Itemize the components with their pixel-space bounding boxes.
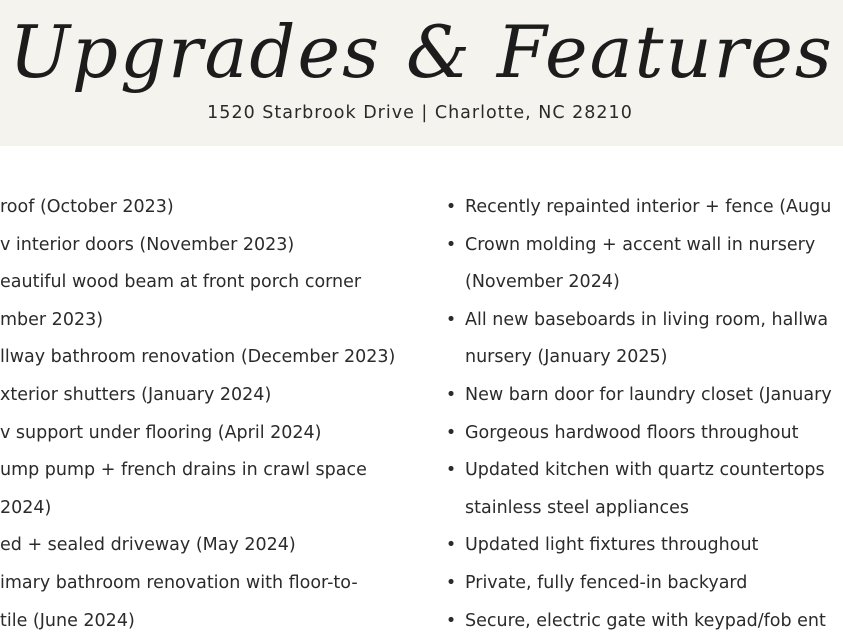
list-item <box>0 565 430 603</box>
bullet-icon: • <box>445 309 457 330</box>
bullet-icon: • <box>445 535 457 556</box>
list-item <box>440 227 843 265</box>
list-item <box>0 527 430 565</box>
bullet-icon: • <box>445 422 457 443</box>
list-item-text: llway bathroom renovation (December 2023) <box>0 347 396 368</box>
list-item-text: Recently repainted interior + fence (Augu <box>465 197 832 217</box>
list-item <box>440 339 843 377</box>
list-item-text: nursery (January 2025) <box>465 347 668 368</box>
bullet-icon: • <box>445 460 457 481</box>
left-feature-list <box>0 189 430 640</box>
list-item-text: ed + sealed driveway (May 2024) <box>0 535 296 556</box>
bullet-icon: • <box>445 384 457 405</box>
list-item <box>440 189 843 227</box>
list-item <box>440 452 843 490</box>
list-item <box>0 264 430 302</box>
list-item-text: New barn door for laundry closet (January <box>465 384 832 405</box>
list-item <box>440 377 843 415</box>
list-item-text: (November 2024) <box>465 272 620 293</box>
list-item-text: roof (October 2023) <box>0 197 174 217</box>
list-item <box>0 189 430 227</box>
list-item-text: Private, fully fenced-in backyard <box>465 572 748 593</box>
list-item <box>440 415 843 453</box>
right-feature-list <box>440 189 843 640</box>
bullet-icon: • <box>445 197 457 217</box>
list-item <box>440 565 843 603</box>
list-item <box>0 490 430 528</box>
list-item-text: Gorgeous hardwood floors throughout <box>465 422 799 443</box>
list-item <box>440 490 843 528</box>
list-item-text: imary bathroom renovation with floor-to- <box>0 572 358 593</box>
bullet-icon: • <box>445 572 457 593</box>
list-item-text: Updated light fixtures throughout <box>465 535 759 556</box>
list-item-text: Secure, electric gate with keypad/fob ent <box>465 610 826 631</box>
list-item <box>0 227 430 265</box>
list-item-text: eautiful wood beam at front porch corner <box>0 272 362 293</box>
list-item-text: tile (June 2024) <box>0 610 135 631</box>
list-item <box>440 527 843 565</box>
list-item-text: Updated kitchen with quartz countertops <box>465 460 825 481</box>
list-item <box>0 377 430 415</box>
list-item-text: v interior doors (November 2023) <box>0 234 295 255</box>
header-banner <box>0 0 843 146</box>
list-item-text: ump pump + french drains in crawl space <box>0 460 367 481</box>
bullet-icon: • <box>445 610 457 631</box>
bullet-icon: • <box>445 234 457 255</box>
list-item-text: All new baseboards in living room, hallwa <box>465 309 829 330</box>
page-title: Upgrades & Features <box>9 10 834 94</box>
list-item <box>0 603 430 640</box>
list-item-text: stainless steel appliances <box>465 497 690 518</box>
list-item-text: xterior shutters (January 2024) <box>0 384 272 405</box>
list-item <box>440 264 843 302</box>
property-address: 1520 Starbrook Drive | Charlotte, NC 28210 <box>207 103 633 123</box>
list-item-text: mber 2023) <box>0 309 104 330</box>
list-item <box>0 339 430 377</box>
list-item <box>0 452 430 490</box>
list-item <box>0 302 430 340</box>
list-item <box>440 603 843 640</box>
list-item <box>0 415 430 453</box>
list-item-text: v support under flooring (April 2024) <box>0 422 322 443</box>
list-item-text: Crown molding + accent wall in nursery <box>465 234 816 255</box>
list-item-text: 2024) <box>0 497 52 518</box>
list-item <box>440 302 843 340</box>
